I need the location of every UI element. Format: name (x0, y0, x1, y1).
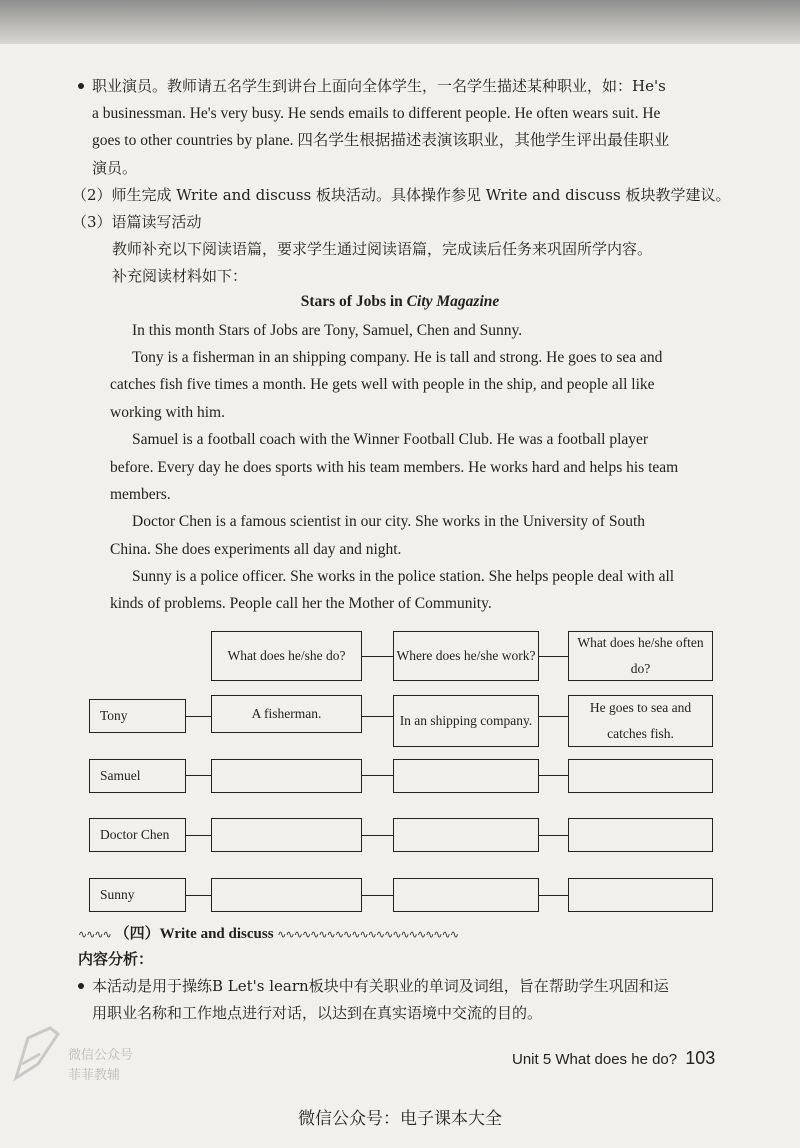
row-often-box (568, 818, 713, 852)
reading-title-main: Stars of Jobs in (300, 293, 407, 310)
row-often-box (568, 759, 713, 793)
section-heading-text: （四）Write and discuss (114, 926, 274, 942)
page-number: 103 (685, 1048, 716, 1068)
reading-line: Sunny is a police officer. She works in the police station. She helps people deal with all (132, 568, 675, 585)
row-work-box (393, 759, 539, 793)
connector-line (186, 716, 211, 717)
row-work-box (393, 818, 539, 852)
connector-line (539, 656, 568, 657)
connector-line (362, 656, 393, 657)
wavy-ornament-left: ∿∿∿∿ (78, 929, 111, 941)
reading-title-magazine: City Magazine (406, 293, 500, 310)
reading-line: members. (110, 486, 171, 503)
row-often-box: He goes to sea and catches fish. (568, 695, 713, 747)
row-job-box (211, 878, 362, 912)
connector-line (186, 835, 211, 836)
wavy-ornament-right: ∿∿∿∿∿∿∿∿∿∿∿∿∿∿∿∿∿∿∿∿∿∿ (277, 929, 459, 941)
intro-line-4: 演员。 (92, 159, 138, 177)
reading-line: kinds of problems. People call her the Mother of Community. (110, 595, 492, 612)
connector-line (539, 775, 568, 776)
reading-line: Doctor Chen is a famous scientist in our city. She works in the University of South (132, 513, 646, 530)
step-2: （2）师生完成 Write and discuss 板块活动。具体操作参见 Write and discuss 板块教学建议。 (72, 186, 731, 204)
reading-line: China. She does experiments all day and night. (110, 541, 402, 558)
analysis-line-2: 用职业名称和工作地点进行对话，以达到在真实语境中交流的目的。 (92, 1004, 543, 1022)
row-job-box (211, 759, 362, 793)
connector-line (362, 835, 393, 836)
row-name-box: Sunny (89, 878, 186, 912)
row-name-box: Tony (89, 699, 186, 733)
connector-line (539, 895, 568, 896)
row-work-box: In an shipping company. (393, 695, 539, 747)
watermark-text-2: 菲菲教辅 (68, 1068, 121, 1083)
bullet-dot-icon (78, 83, 84, 89)
analysis-label: 内容分析： (78, 950, 154, 968)
connector-line (539, 835, 568, 836)
reading-line: before. Every day he does sports with his team members. He works hard and helps his team (110, 459, 679, 476)
pencil-watermark-icon (10, 1024, 64, 1084)
reading-line: working with him. (110, 404, 225, 421)
section-heading (78, 922, 458, 943)
bottom-caption: 微信公众号：电子课本大全 (298, 1109, 502, 1129)
connector-line (186, 895, 211, 896)
row-job-box (211, 818, 362, 852)
reading-line: In this month Stars of Jobs are Tony, Samuel, Chen and Sunny. (132, 322, 523, 339)
row-work-box (393, 878, 539, 912)
connector-line (362, 716, 393, 717)
row-job-box: A fisherman. (211, 695, 362, 733)
bullet-dot-icon (78, 983, 84, 989)
header-box-work: Where does he/she work? (393, 631, 539, 681)
intro-line-3: goes to other countries by plane. 四名学生根据描述表演该职业，其他学生评出最佳职业 (92, 132, 670, 149)
connector-line (362, 895, 393, 896)
unit-label: Unit 5 What does he do? (512, 1051, 678, 1068)
intro-line-1: 职业演员。教师请五名学生到讲台上面向全体学生，一名学生描述某种职业，如：He's (92, 77, 666, 95)
row-name-box: Samuel (89, 759, 186, 793)
header-box-often: What does he/she often do? (568, 631, 713, 681)
row-name-box: Doctor Chen (89, 818, 186, 852)
connector-line (362, 775, 393, 776)
page-footer (512, 1048, 715, 1069)
reading-title (0, 293, 800, 311)
step-3: （3）语篇读写活动 (72, 213, 202, 231)
watermark-logo (10, 1018, 134, 1098)
row-often-box (568, 878, 713, 912)
top-banner-image (0, 0, 800, 44)
step-3-material: 补充阅读材料如下： (112, 267, 248, 285)
connector-line (186, 775, 211, 776)
reading-line: Tony is a fisherman in an shipping company. He is tall and strong. He goes to sea and (132, 349, 663, 366)
intro-line-2: a businessman. He's very busy. He sends emails to different people. He often wears suit. He (92, 105, 661, 122)
reading-line: Samuel is a football coach with the Winner Football Club. He was a football player (132, 431, 649, 448)
analysis-line-1: 本活动是用于操练B Let's learn板块中有关职业的单词及词组，旨在帮助学生巩固和运 (92, 977, 669, 995)
reading-line: catches fish five times a month. He gets well with people in the ship, and people all like (110, 376, 655, 393)
header-box-job: What does he/she do? (211, 631, 362, 681)
connector-line (539, 716, 568, 717)
step-3-desc: 教师补充以下阅读语篇，要求学生通过阅读语篇，完成读后任务来巩固所学内容。 (112, 240, 653, 258)
watermark-text-1: 微信公众号 (68, 1048, 134, 1063)
